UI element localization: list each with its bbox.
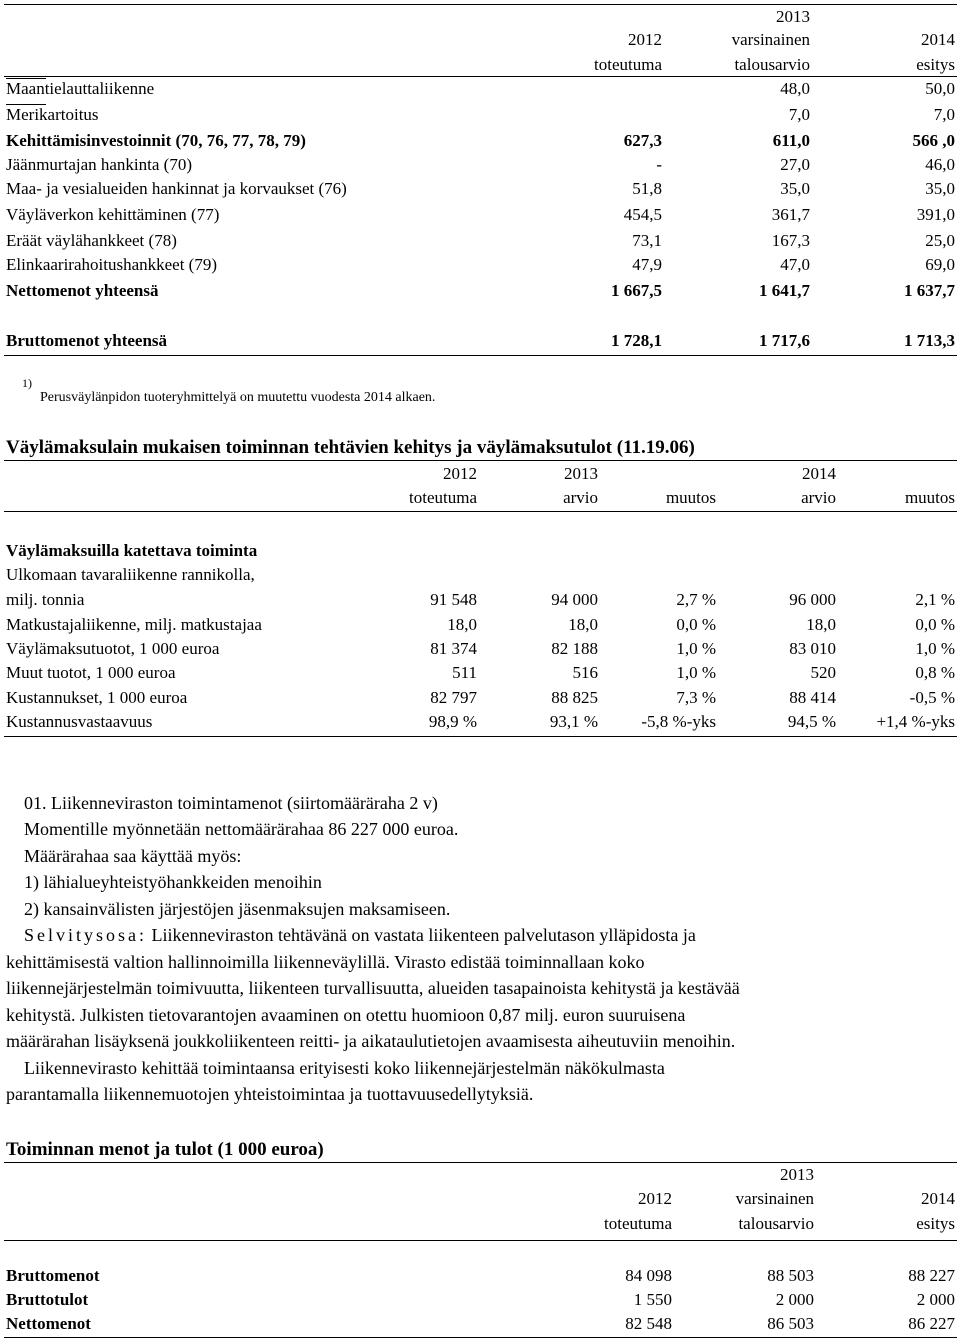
t1-h1-sub: toteutuma xyxy=(594,55,662,74)
row-change-2013: 0,0 % xyxy=(676,615,716,634)
t2-h1-year: 2012 xyxy=(443,464,477,483)
row-change-2014: 1,0 % xyxy=(915,639,955,658)
row-label: Nettomenot xyxy=(6,1314,91,1333)
row-value-2013: 611,0 xyxy=(772,131,810,150)
table1-row xyxy=(0,178,960,200)
row-value-2013: 516 xyxy=(572,663,598,682)
row-value-2013: 18,0 xyxy=(568,615,598,634)
row-value-2013: 2 000 xyxy=(775,1290,814,1309)
row-change-2013: 1,0 % xyxy=(676,663,716,682)
t1-h2-sub2: talousarvio xyxy=(734,55,810,74)
row-value-2013: 1 641,7 xyxy=(759,281,810,300)
table1-row xyxy=(0,254,960,276)
row-label: Kustannukset, 1 000 euroa xyxy=(6,688,188,707)
t1-h2-sub1: varsinainen xyxy=(731,30,810,49)
row-change-2014: 0,0 % xyxy=(915,615,955,634)
row-change-2014: -0,5 % xyxy=(909,688,955,707)
table2-row xyxy=(0,687,960,709)
row-value-2013: 167,3 xyxy=(771,231,810,250)
row-value-2013: 7,0 xyxy=(788,105,810,124)
row-value-2014: 35,0 xyxy=(925,179,955,198)
row-value-2012: 82 548 xyxy=(625,1314,672,1333)
t3-h2-year: 2013 xyxy=(780,1165,814,1184)
t3-h2-sub2: talousarvio xyxy=(738,1214,814,1233)
table2-row xyxy=(0,711,960,733)
table3-top-rule xyxy=(4,1162,957,1163)
row-value-2013: 35,0 xyxy=(780,179,810,198)
row-value-2014: 1 713,3 xyxy=(904,331,955,350)
row-value-2013: 93,1 % xyxy=(549,712,598,731)
explanation-line: liikennejärjestelmän toimivuutta, liikenteen turvallisuutta, alueiden tasapainoista kehitystä ja kestävää xyxy=(6,978,740,998)
row-label: Jäänmurtajan hankinta (70) xyxy=(6,155,192,174)
moment-heading: 01. Liikenneviraston toimintamenot (siirtomääräraha 2 v) xyxy=(24,793,438,813)
row-value-2014: 520 xyxy=(810,663,836,682)
row-value-2014: 83 010 xyxy=(789,639,836,658)
t2-h5-sub: muutos xyxy=(904,488,955,507)
selvitysosa-label: Selvitysosa: xyxy=(24,925,148,945)
table3-row xyxy=(0,1289,960,1311)
row-value-2014: 2 000 xyxy=(916,1290,955,1309)
row-value-2013: 48,0 xyxy=(780,79,810,98)
row-value-2014: 96 000 xyxy=(789,590,836,609)
row-label: Matkustajaliikenne, milj. matkustajaa xyxy=(6,615,262,634)
row-label: Kustannusvastaavuus xyxy=(6,712,153,731)
row-value-2012: 1 550 xyxy=(633,1290,672,1309)
row-change-2013: 7,3 % xyxy=(676,688,716,707)
t2-h3-sub: muutos xyxy=(665,488,716,507)
row-change-2013: 2,7 % xyxy=(676,590,716,609)
t3-h3-year: 2014 xyxy=(921,1189,955,1208)
table3-title: Toiminnan menot ja tulot (1 000 euroa) xyxy=(6,1139,324,1160)
explanation-line: kehittämisestä valtion hallinnoimilla liikenneväylillä. Virasto edistää toiminnallaan koko xyxy=(6,952,645,972)
row-label: milj. tonnia xyxy=(6,590,85,609)
table1-bottom-rule xyxy=(4,355,957,356)
t1-h1-year: 2012 xyxy=(628,30,662,49)
row-value-2014: 566 ,0 xyxy=(912,131,955,150)
table1-row xyxy=(0,104,960,126)
row-value-2014: 25,0 xyxy=(925,231,955,250)
row-label: Väylämaksutuotot, 1 000 euroa xyxy=(6,639,220,658)
table1-top-rule xyxy=(4,4,957,5)
moment-line: 1) lähialueyhteistyöhankkeiden menoihin xyxy=(24,872,322,892)
table2-top-rule xyxy=(4,460,957,461)
row-value-2013: 361,7 xyxy=(771,205,810,224)
table2-section-title: Väylämaksuilla katettava toiminta xyxy=(6,541,258,560)
row-value-2014: 7,0 xyxy=(933,105,955,124)
row-label: Bruttotulot xyxy=(6,1290,89,1309)
row-value-2012: 98,9 % xyxy=(428,712,477,731)
row-value-2012: 51,8 xyxy=(632,179,662,198)
row-label: Eräät väylähankkeet (78) xyxy=(6,231,177,250)
row-value-2013: 82 188 xyxy=(551,639,598,658)
table3-bottom-rule xyxy=(4,1337,957,1338)
table1-row xyxy=(0,130,960,152)
table3-header-rule xyxy=(4,1240,957,1241)
row-value-2013: 1 717,6 xyxy=(759,331,810,350)
table1-row xyxy=(0,230,960,252)
row-value-2014: 94,5 % xyxy=(787,712,836,731)
row-label: Maa- ja vesialueiden hankinnat ja korvaukset (76) xyxy=(6,179,347,198)
explanation-line: Liikenneviraston tehtävänä on vastata liikenteen palvelutason ylläpidosta ja xyxy=(147,925,696,945)
moment-line: 2) kansainvälisten järjestöjen jäsenmaksujen maksamiseen. xyxy=(24,899,451,919)
table2-row xyxy=(0,589,960,611)
row-value-2012: 1 667,5 xyxy=(611,281,662,300)
row-value-2012: 18,0 xyxy=(447,615,477,634)
row-value-2013: 88 503 xyxy=(767,1266,814,1285)
t3-h3-sub: esitys xyxy=(916,1214,955,1233)
explanation-line: parantamalla liikennemuotojen yhteistoimintaa ja tuottavuusedellytyksiä. xyxy=(6,1084,534,1104)
t2-h1-sub: toteutuma xyxy=(409,488,477,507)
row-label: Maantielauttaliikenne xyxy=(6,79,155,98)
row-value-2014: 86 227 xyxy=(908,1314,955,1333)
explanation-first-line xyxy=(24,922,696,948)
row-value-2012: 1 728,1 xyxy=(611,331,662,350)
t1-h3-sub: esitys xyxy=(916,55,955,74)
row-value-2014: 18,0 xyxy=(806,615,836,634)
row-label: Väyläverkon kehittäminen (77) xyxy=(6,205,220,224)
t1-h3-year: 2014 xyxy=(921,30,955,49)
row-label: Bruttomenot yhteensä xyxy=(6,331,168,350)
row-change-2013: 1,0 % xyxy=(676,639,716,658)
table2-row xyxy=(0,614,960,636)
moment-line: Määrärahaa saa käyttää myös: xyxy=(24,846,242,866)
row-value-2014: 88 227 xyxy=(908,1266,955,1285)
row-value-2013: 86 503 xyxy=(767,1314,814,1333)
table2-row xyxy=(0,638,960,660)
row-value-2012: 81 374 xyxy=(430,639,477,658)
row-value-2012: 73,1 xyxy=(632,231,662,250)
row-change-2014: 2,1 % xyxy=(915,590,955,609)
row-value-2013: 88 825 xyxy=(551,688,598,707)
row-value-2013: 27,0 xyxy=(780,155,810,174)
t1-h2-year: 2013 xyxy=(776,7,810,26)
row-value-2012: 84 098 xyxy=(625,1266,672,1285)
footnote-mark: 1) xyxy=(22,376,32,390)
row-label: Nettomenot yhteensä xyxy=(6,281,159,300)
row-value-2013: 94 000 xyxy=(551,590,598,609)
table2-bottom-rule xyxy=(4,736,957,737)
row-change-2013: -5,8 %-yks xyxy=(641,712,716,731)
row-value-2012: - xyxy=(656,155,662,174)
t2-h4-sub: arvio xyxy=(801,488,836,507)
table1-total-row xyxy=(0,280,960,302)
row-label: Merikartoitus xyxy=(6,105,99,124)
table2-pre-label: Ulkomaan tavaraliikenne rannikolla, xyxy=(6,565,255,584)
table1-row xyxy=(0,154,960,176)
row-value-2012: 47,9 xyxy=(632,255,662,274)
table1-row xyxy=(0,204,960,226)
table1-row xyxy=(0,78,960,100)
row-value-2013: 47,0 xyxy=(780,255,810,274)
footnote-text: Perusväylänpidon tuoteryhmittelyä on muutettu vuodesta 2014 alkaen. xyxy=(40,390,436,405)
t3-h1-year: 2012 xyxy=(638,1189,672,1208)
row-value-2012: 82 797 xyxy=(430,688,477,707)
row-label: Bruttomenot xyxy=(6,1266,100,1285)
row-value-2014: 88 414 xyxy=(789,688,836,707)
row-value-2012: 91 548 xyxy=(430,590,477,609)
explanation-line: kehitystä. Julkisten tietovarantojen avaaminen on otettu huomioon 0,87 milj. euron suuruisena xyxy=(6,1005,686,1025)
table1-header-rule xyxy=(4,76,957,77)
row-value-2014: 391,0 xyxy=(916,205,955,224)
moment-line: Momentille myönnetään nettomäärärahaa 86 227 000 euroa. xyxy=(24,819,459,839)
t3-h1-sub: toteutuma xyxy=(604,1214,672,1233)
row-value-2014: 50,0 xyxy=(925,79,955,98)
t3-h2-sub1: varsinainen xyxy=(735,1189,814,1208)
t2-h2-year: 2013 xyxy=(564,464,598,483)
row-label: Muut tuotot, 1 000 euroa xyxy=(6,663,176,682)
table3-row xyxy=(0,1313,960,1335)
row-value-2014: 46,0 xyxy=(925,155,955,174)
row-value-2012: 511 xyxy=(452,663,477,682)
row-value-2014: 1 637,7 xyxy=(904,281,955,300)
table3-row xyxy=(0,1265,960,1287)
t2-h2-sub: arvio xyxy=(563,488,598,507)
table1-gross-row xyxy=(0,330,960,352)
row-value-2012: 627,3 xyxy=(623,131,662,150)
explanation-line: määrärahan lisäyksenä joukkoliikenteen reitti- ja aikataulutietojen avaamisesta aiheutuviin menoihin. xyxy=(6,1031,736,1051)
row-value-2014: 69,0 xyxy=(925,255,955,274)
table2-row xyxy=(0,662,960,684)
row-change-2014: +1,4 %-yks xyxy=(876,712,955,731)
table2-header-rule xyxy=(4,511,957,512)
row-label: Kehittämisinvestoinnit (70, 76, 77, 78, 79) xyxy=(6,131,306,150)
row-change-2014: 0,8 % xyxy=(915,663,955,682)
row-value-2012: 454,5 xyxy=(623,205,662,224)
explanation-line: Liikennevirasto kehittää toimintaansa erityisesti koko liikennejärjestelmän näkökulmasta xyxy=(24,1058,665,1078)
t2-h4-year: 2014 xyxy=(802,464,836,483)
row-label: Elinkaarirahoitushankkeet (79) xyxy=(6,255,218,274)
table2-title: Väylämaksulain mukaisen toiminnan tehtävien kehitys ja väylämaksutulot (11.19.06) xyxy=(6,437,695,458)
